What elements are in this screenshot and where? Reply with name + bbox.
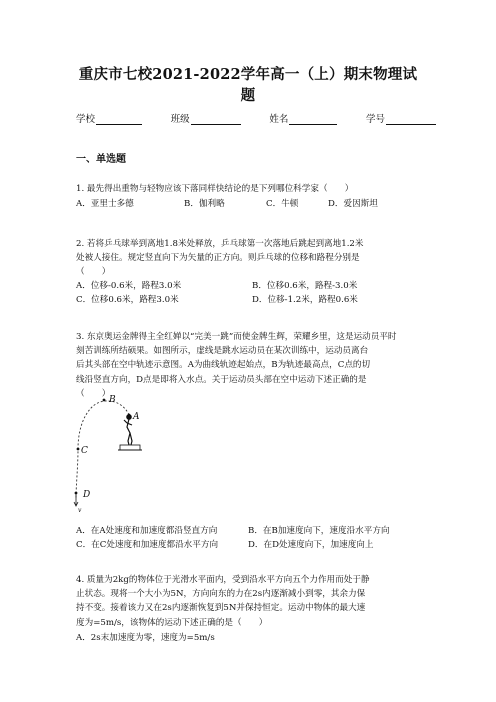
q4-option-a[interactable]: A．2s末加速度为零，速度为=5m/s [76, 633, 215, 643]
class-blank[interactable] [191, 114, 241, 125]
student-info-fields [76, 111, 436, 125]
q3-option-d[interactable]: D．在D处速度向下，加速度向上 [248, 540, 374, 550]
question-4-line: 止状态。现将一个大小为5N，方向向东的力在2s内逐渐减小到零，其余力保 [76, 589, 366, 600]
question-2-line: 处被人接住。规定竖直向下为矢量的正方向。则乒乓球的位移和路程分别是 [76, 253, 360, 264]
q1-option-d[interactable]: D．爱因斯坦 [328, 199, 378, 209]
question-3-line: 刻苦训练所结硕果。如图所示，虚线是跳水运动员在某次训练中，运动员离台 [76, 346, 369, 357]
question-3-line: 线沿竖直方向，D点是即将入水点。关于运动员头部在空中运动下述正确的是 [76, 374, 367, 385]
q3-option-b[interactable]: B．在B加速度向下，速度沿水平方向 [248, 526, 390, 536]
question-3-line: （ ） [76, 388, 111, 399]
label-b: B [109, 395, 116, 405]
question-3-line: 3. 东京奥运金牌得主全红婵以“完美一跳”而使金牌生辉，荣耀乡里，这是运动员平时 [76, 332, 397, 342]
title-line-2: 题 [240, 87, 256, 104]
section-heading: 一、单选题 [76, 154, 126, 165]
diving-trajectory-figure [72, 393, 152, 513]
name-field [269, 111, 337, 125]
question-2-line: 2. 若将乒乓球举到离地1.8米处释放，乒乓球第一次落地后跳起到离地1.2米 [76, 239, 364, 249]
school-field [76, 111, 142, 125]
q3-option-a[interactable]: A．在A处速度和加速度都沿竖直方向 [76, 526, 218, 536]
question-4-line: 4. 质量为2kg的物体位于光滑水平面内，受到沿水平方向五个力作用而处于静 [76, 575, 370, 585]
question-4-line: 度为=5m/s，该物体的运动下述正确的是（ ） [76, 617, 268, 628]
point-a [128, 414, 131, 417]
q1-option-b[interactable]: B．伽利略 [184, 199, 225, 209]
question-2-line: （ ） [76, 267, 111, 278]
q2-option-a[interactable]: A．位移-0.6米，路程3.0米 [76, 281, 182, 291]
question-3-stem [76, 330, 424, 401]
q1-option-a[interactable]: A．亚里士多德 [76, 199, 134, 209]
question-4-stem [76, 573, 424, 630]
q2-option-d[interactable]: D．位移-1.2米，路程0.6米 [252, 295, 358, 305]
question-1-line: 1. 最先得出重物与轻物应该下落同样快结论的是下列哪位科学家（ ） [76, 184, 354, 194]
question-4-options [76, 631, 215, 645]
name-label: 姓名 [269, 114, 289, 125]
school-blank[interactable] [96, 114, 142, 125]
class-label: 班级 [170, 114, 190, 125]
diving-platform [120, 445, 140, 450]
question-2-stem [76, 237, 424, 280]
point-b [103, 399, 106, 402]
label-a: A [133, 412, 140, 422]
label-c: C [81, 446, 88, 456]
title-line-1: 重庆市七校2021-2022学年高一（上）期末物理试 [78, 66, 418, 83]
page-title [70, 64, 426, 106]
label-d: D [83, 490, 91, 500]
class-field [171, 111, 241, 125]
school-label: 学校 [76, 114, 96, 125]
point-c [77, 448, 80, 451]
student-number-blank[interactable] [386, 114, 436, 125]
q2-option-b[interactable]: B．位移0.6米，路程-3.0米 [252, 281, 358, 291]
q3-option-c[interactable]: C．在C处速度和加速度都沿水平方向 [76, 540, 219, 550]
student-number-label: 学号 [365, 114, 385, 125]
q2-option-c[interactable]: C．位移0.6米，路程3.0米 [76, 295, 179, 305]
student-number-field [366, 111, 436, 125]
athlete-icon [124, 415, 132, 445]
q1-option-c[interactable]: C．牛顿 [266, 199, 299, 209]
question-2-options [76, 279, 416, 309]
label-v: v [78, 507, 82, 513]
point-d [75, 492, 78, 495]
question-3-options [76, 524, 424, 554]
question-1-stem [76, 182, 424, 196]
name-blank[interactable] [289, 114, 337, 125]
question-3-line: 后其头部在空中轨迹示意图。A为曲线轨迹起始点，B为轨迹最高点，C点的切 [76, 360, 371, 371]
question-4-line: 持不变。接着该力又在2s内逐渐恢复到5N并保持恒定。运动中物体的最大速 [76, 603, 366, 614]
